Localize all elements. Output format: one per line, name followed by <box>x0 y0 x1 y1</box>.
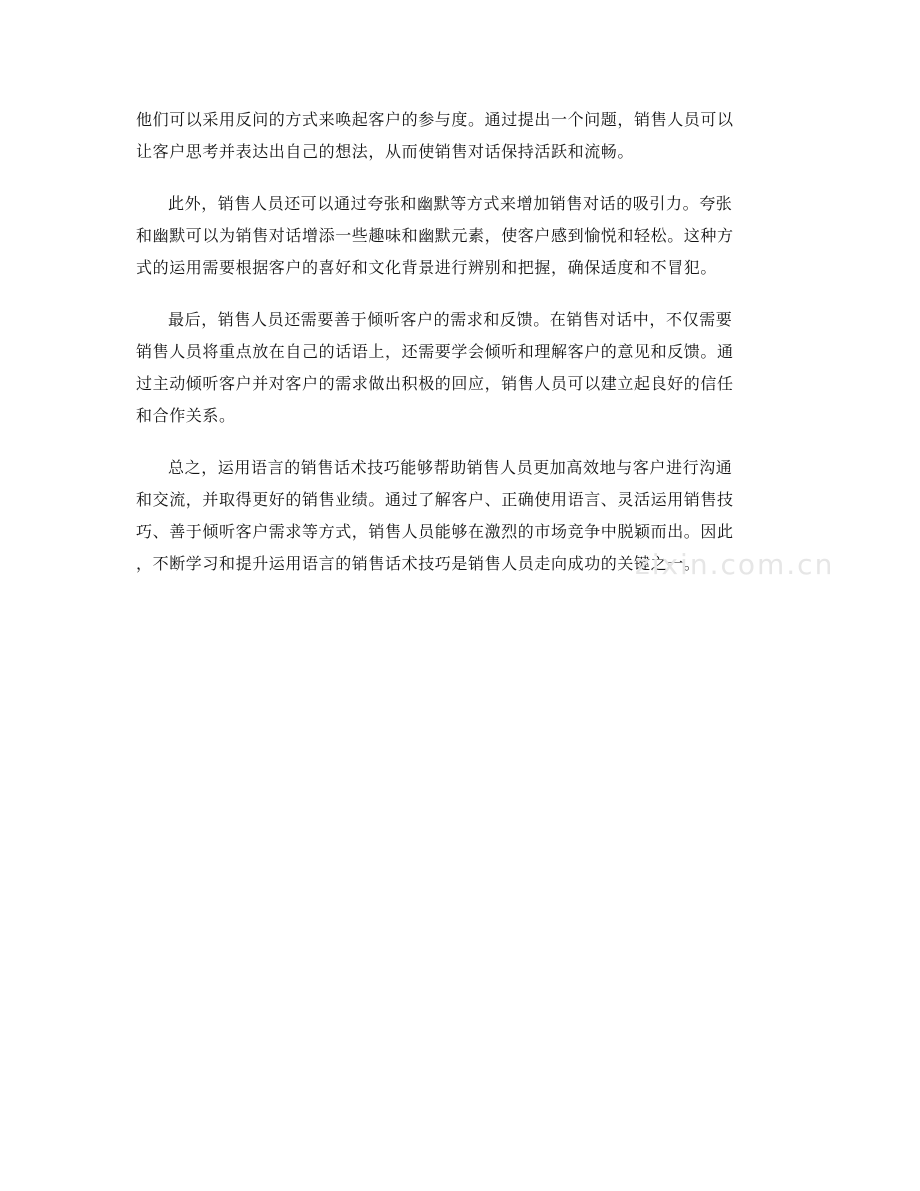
paragraph-line: 此外，销售人员还可以通过夸张和幽默等方式来增加销售对话的吸引力。夸张 <box>168 194 733 213</box>
paragraph-line: 和交流，并取得更好的销售业绩。通过了解客户、正确使用语言、灵活运用销售技 <box>136 490 734 509</box>
paragraph-line: 式的运用需要根据客户的喜好和文化背景进行辨别和把握，确保适度和不冒犯。 <box>136 258 718 277</box>
paragraph-line: 过主动倾听客户并对客户的需求做出积极的回应，销售人员可以建立起良好的信任 <box>136 374 734 393</box>
paragraph-line: ，不断学习和提升运用语言的销售话术技巧是销售人员走向成功的关键之一。 <box>136 554 701 573</box>
paragraph-line: 销售人员将重点放在自己的话语上，还需要学会倾听和理解客户的意见和反馈。通 <box>136 342 734 361</box>
document-body <box>136 104 786 600</box>
paragraph-3 <box>136 304 786 432</box>
paragraph-line: 和幽默可以为销售对话增添一些趣味和幽默元素，使客户感到愉悦和轻松。这种方 <box>136 226 734 245</box>
paragraph-line: 总之，运用语言的销售话术技巧能够帮助销售人员更加高效地与客户进行沟通 <box>168 458 733 477</box>
paragraph-1 <box>136 104 786 168</box>
paragraph-line: 和合作关系。 <box>136 406 236 425</box>
paragraph-line: 他们可以采用反问的方式来唤起客户的参与度。通过提出一个问题，销售人员可以 <box>136 110 734 129</box>
watermark: zixin.com.cn <box>635 548 835 581</box>
paragraph-line: 巧、善于倾听客户需求等方式，销售人员能够在激烈的市场竞争中脱颖而出。因此 <box>136 522 734 541</box>
paragraph-line: 最后，销售人员还需要善于倾听客户的需求和反馈。在销售对话中，不仅需要 <box>168 310 733 329</box>
paragraph-2 <box>136 188 786 284</box>
paragraph-line: 让客户思考并表达出自己的想法，从而使销售对话保持活跃和流畅。 <box>136 142 635 161</box>
